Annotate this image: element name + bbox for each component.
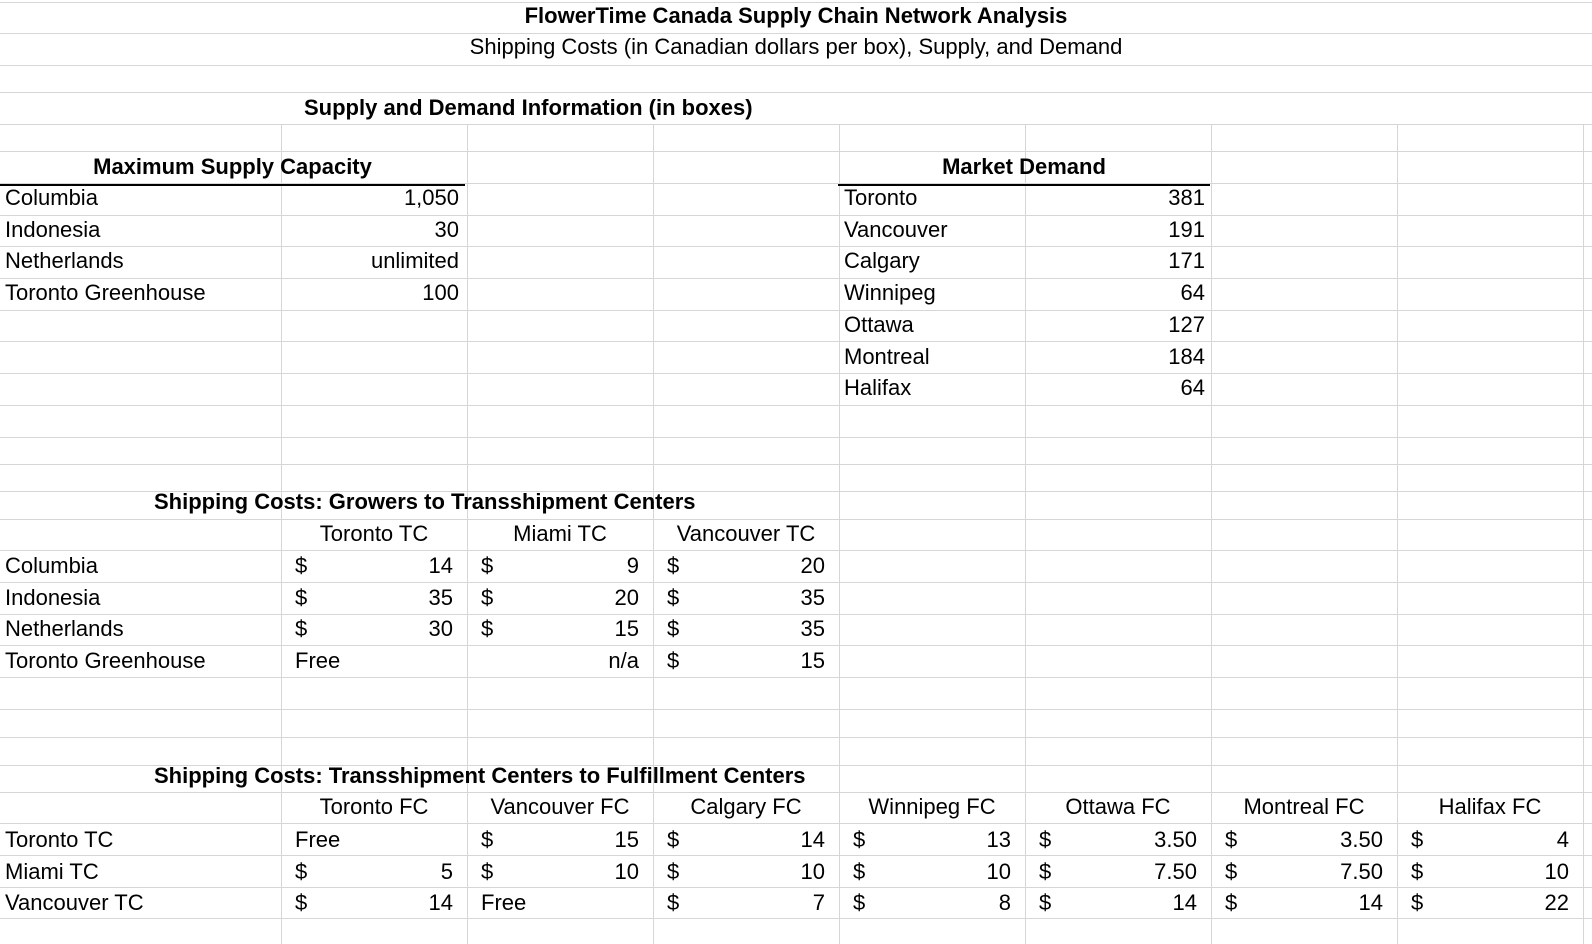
currency-cell: $ — [667, 616, 680, 642]
currency-cell: $ — [1039, 827, 1052, 852]
supply-row-label: Indonesia — [5, 216, 101, 242]
currency-cell: $ — [1411, 827, 1424, 852]
row-label: Miami TC — [5, 858, 99, 884]
currency-cell: $ — [667, 553, 680, 578]
demand-row-label: Montreal — [844, 343, 930, 369]
demand-row-label: Winnipeg — [844, 280, 936, 306]
grid-row-line — [0, 437, 1592, 438]
grid-row-line — [0, 677, 1592, 678]
cost-value: 30 — [428, 616, 453, 642]
cost-value: n/a — [608, 648, 639, 674]
growers-tc-heading: Shipping Costs: Growers to Transshipment Centers — [154, 489, 696, 514]
cost-value: 10 — [1544, 858, 1569, 884]
cost-value: 15 — [614, 616, 639, 642]
supply-row-label: Columbia — [5, 185, 98, 210]
demand-header: Market Demand — [942, 154, 1106, 179]
cost-value: 10 — [986, 858, 1011, 884]
currency-cell: Free — [295, 648, 341, 674]
currency-cell: $ — [667, 890, 680, 916]
column-header: Vancouver FC — [490, 794, 630, 819]
demand-row-value: 191 — [1168, 216, 1205, 242]
demand-row-value: 127 — [1168, 311, 1205, 337]
currency-cell: $ — [295, 584, 308, 610]
cost-value: 4 — [1556, 827, 1569, 852]
column-header: Halifax FC — [1438, 794, 1542, 819]
demand-row-value: 171 — [1168, 248, 1205, 274]
cost-value: 9 — [626, 553, 639, 578]
grid-row-line — [0, 246, 1592, 247]
column-header: Montreal FC — [1243, 794, 1365, 819]
row-label: Columbia — [5, 553, 98, 578]
grid-row-line — [0, 215, 1592, 216]
supply-row-value: 30 — [434, 216, 459, 242]
currency-cell: $ — [667, 584, 680, 610]
currency-cell: $ — [295, 858, 308, 884]
cost-value: 10 — [800, 858, 825, 884]
row-label: Indonesia — [5, 584, 101, 610]
demand-row-label: Halifax — [844, 375, 912, 401]
grid-row-line — [0, 709, 1592, 710]
currency-cell: $ — [1225, 858, 1238, 884]
grid-row-line — [0, 65, 1592, 66]
grid-row-line — [0, 823, 1592, 824]
cost-value: 14 — [428, 553, 453, 578]
cost-value: 15 — [800, 648, 825, 674]
supply-header: Maximum Supply Capacity — [93, 154, 372, 179]
currency-cell: $ — [1411, 858, 1424, 884]
demand-row-value: 64 — [1180, 280, 1205, 306]
row-label: Toronto Greenhouse — [5, 648, 206, 674]
grid-row-line — [0, 124, 1592, 125]
supply-row-value: unlimited — [370, 248, 459, 274]
grid-row-line — [0, 464, 1592, 465]
cost-value: 3.50 — [1154, 827, 1197, 852]
cost-value: 7.50 — [1340, 858, 1383, 884]
cost-value: 20 — [800, 553, 825, 578]
currency-cell: $ — [481, 584, 494, 610]
grid-row-line — [0, 278, 1592, 279]
column-header: Winnipeg FC — [868, 794, 996, 819]
currency-cell: $ — [295, 890, 308, 916]
currency-cell: $ — [667, 648, 680, 674]
cost-value: 14 — [1358, 890, 1383, 916]
row-label: Vancouver TC — [5, 890, 144, 916]
cost-value: 35 — [800, 584, 825, 610]
currency-cell: Free — [481, 890, 527, 916]
cost-value: 14 — [1172, 890, 1197, 916]
cost-value: 15 — [614, 827, 639, 852]
column-header: Toronto TC — [319, 521, 429, 546]
cost-value: 35 — [428, 584, 453, 610]
column-header: Ottawa FC — [1065, 794, 1171, 819]
grid-row-line — [0, 373, 1592, 374]
cost-value: 10 — [614, 858, 639, 884]
currency-cell: $ — [1039, 858, 1052, 884]
cost-value: 20 — [614, 584, 639, 610]
supply-row-value: 100 — [422, 280, 459, 306]
cost-value: 22 — [1544, 890, 1569, 916]
demand-row-label: Ottawa — [844, 311, 914, 337]
currency-cell: $ — [1039, 890, 1052, 916]
grid-row-line — [0, 737, 1592, 738]
grid-row-line — [0, 341, 1592, 342]
demand-row-label: Toronto — [844, 185, 918, 210]
demand-row-value: 64 — [1180, 375, 1205, 401]
currency-cell: $ — [1225, 890, 1238, 916]
currency-cell: $ — [853, 890, 866, 916]
column-header: Toronto FC — [319, 794, 429, 819]
supply-row-label: Toronto Greenhouse — [5, 280, 206, 306]
demand-row-value: 184 — [1168, 343, 1205, 369]
row-label: Toronto TC — [5, 827, 114, 852]
currency-cell: $ — [853, 858, 866, 884]
demand-row-label: Calgary — [844, 248, 920, 274]
currency-cell: $ — [295, 616, 308, 642]
currency-cell: $ — [481, 858, 494, 884]
currency-cell: Free — [295, 827, 341, 852]
currency-cell: $ — [481, 553, 494, 578]
cost-value: 5 — [440, 858, 453, 884]
currency-cell: $ — [1225, 827, 1238, 852]
sheet-title: FlowerTime Canada Supply Chain Network Analysis — [524, 3, 1068, 28]
cost-value: 7 — [812, 890, 825, 916]
cost-value: 14 — [428, 890, 453, 916]
supply-row-label: Netherlands — [5, 248, 124, 274]
cost-value: 14 — [800, 827, 825, 852]
supply-row-value: 1,050 — [403, 185, 459, 210]
demand-row-label: Vancouver — [844, 216, 948, 242]
grid-row-line — [0, 92, 1592, 93]
cost-value: 35 — [800, 616, 825, 642]
grid-row-line — [0, 310, 1592, 311]
cost-value: 3.50 — [1340, 827, 1383, 852]
cost-value: 8 — [998, 890, 1011, 916]
currency-cell: $ — [853, 827, 866, 852]
row-label: Netherlands — [5, 616, 124, 642]
sheet-subtitle: Shipping Costs (in Canadian dollars per box), Supply, and Demand — [469, 34, 1123, 59]
currency-cell: $ — [667, 858, 680, 884]
currency-cell: $ — [295, 553, 308, 578]
cost-value: 7.50 — [1154, 858, 1197, 884]
tc-fc-heading: Shipping Costs: Transshipment Centers to Fulfillment Centers — [154, 763, 806, 788]
column-header: Calgary FC — [690, 794, 802, 819]
currency-cell: $ — [481, 616, 494, 642]
column-header: Miami TC — [513, 521, 607, 546]
currency-cell: $ — [1411, 890, 1424, 916]
column-header: Vancouver TC — [676, 521, 816, 546]
supply-demand-heading: Supply and Demand Information (in boxes) — [304, 95, 753, 120]
cost-value: 13 — [986, 827, 1011, 852]
demand-row-value: 381 — [1168, 185, 1205, 210]
currency-cell: $ — [481, 827, 494, 852]
grid-row-line — [0, 405, 1592, 406]
currency-cell: $ — [667, 827, 680, 852]
grid-column-line — [1583, 124, 1584, 944]
